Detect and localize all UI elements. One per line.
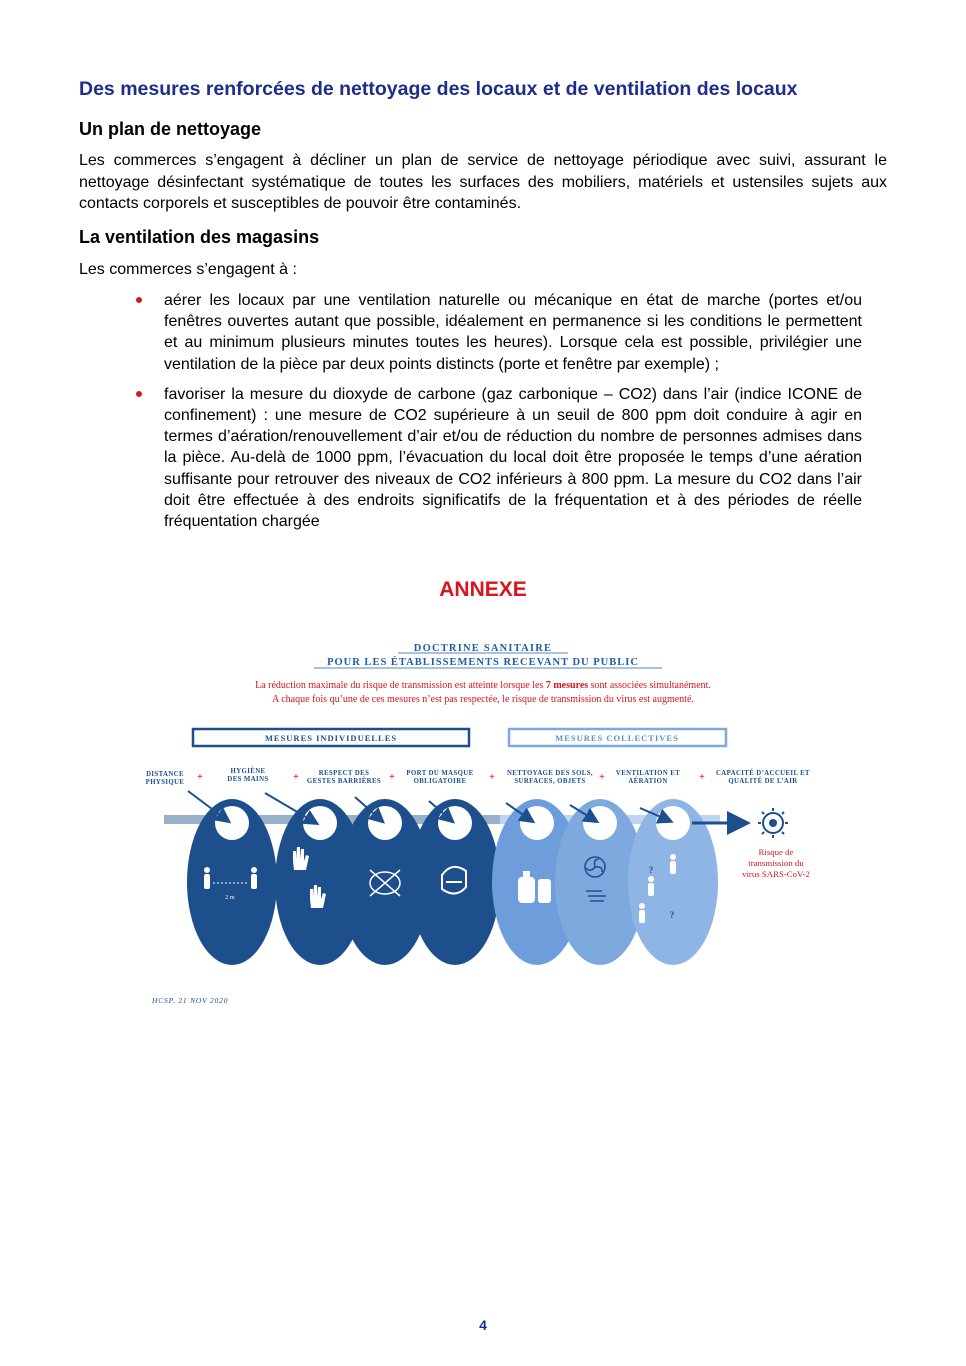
risk-label: transmission du — [748, 858, 804, 868]
measure-label: NETTOYAGE DES SOLS, — [507, 770, 593, 777]
risk-label: virus SARS-CoV-2 — [742, 869, 810, 879]
measure-label: VENTILATION ET — [615, 770, 681, 777]
measure-label: PORT DU MASQUE — [406, 770, 474, 777]
plus-sign: + — [197, 772, 203, 783]
page-number: 4 — [479, 1317, 487, 1333]
question-mark: ? — [648, 865, 654, 875]
list-item-text: aérer les locaux par une ventilation naturelle ou mécanique en état de marche (portes et/ou fenêtres ouvertes autant que possible, idéalement en permanence si les conditions le permettent et au minimum plusieurs minutes toutes les heures). Lorsque cela est possible, privilégier une ventilation de la pièce par deux points distincts (porte et fenêtre par exemple) ; — [164, 292, 862, 373]
cleaning-paragraph: Les commerces s’engagent à décliner un plan de service de nettoyage périodique avec suivi, assurant le nettoyage désinfectant systématique de toutes les surfaces des mobiliers, matériels et ustensiles sujets aux contacts corporels et susceptibles de pouvoir être contaminés. — [79, 152, 887, 212]
ventilation-heading: La ventilation des magasins — [79, 227, 320, 247]
measure-label: DISTANCE — [146, 771, 184, 778]
plus-sign: + — [389, 772, 395, 783]
measure-label: OBLIGATOIRE — [413, 778, 467, 785]
measure-label: SURFACES, OBJETS — [514, 778, 586, 785]
barrier-hole — [520, 806, 554, 840]
virus-icon — [758, 808, 788, 838]
individual-measures-label: MESURES INDIVIDUELLES — [264, 733, 398, 743]
barrier-hole — [303, 806, 337, 840]
bullet-icon — [136, 297, 142, 303]
distance-label: 2 m — [225, 895, 235, 901]
annexe-heading: ANNEXE — [439, 578, 527, 601]
measure-label: PHYSIQUE — [145, 779, 185, 786]
infographic-title-1: DOCTRINE SANITAIRE — [413, 643, 553, 654]
infographic-note-1: La réduction maximale du risque de transmission est atteinte lorsque les 7 mesures sont associées simultanément. — [255, 680, 711, 691]
barrier-hole — [438, 806, 472, 840]
barrier-hole — [215, 806, 249, 840]
plus-sign: + — [293, 772, 299, 783]
infographic-title-2: POUR LES ÉTABLISSEMENTS RECEVANT DU PUBLIC — [327, 657, 639, 668]
risk-label: Risque de — [758, 847, 794, 857]
doctrine-sanitaire-infographic — [140, 633, 830, 1013]
measure-label: AÉRATION — [628, 778, 668, 785]
infographic-source: HCSP, 21 NOV 2020 — [152, 996, 229, 1005]
measure-label: DES MAINS — [227, 776, 269, 783]
list-item — [134, 290, 862, 375]
list-item-text: favoriser la mesure du dioxyde de carbone (gaz carbonique – CO2) dans l’air (indice ICONE de confinement) : une mesure de CO2 supérieure à un seuil de 800 ppm doit conduire à agir en termes d’aération/renouvellement d’air et/ou de réduction du nombre de personnes admises dans la pièce. Au-delà de 1000 ppm, l’évacuation du local doit être proposée le temps d’une aération suffisante pour retrouver des niveaux de CO2 inférieurs à 800 ppm. La mesure du CO2 dans l’air doit être effectuée à des endroits significatifs de la fréquentation et à des périodes de réelle fréquentation chargée — [164, 385, 862, 531]
question-mark: ? — [669, 910, 675, 920]
barrier-hole — [656, 806, 690, 840]
list-item — [134, 384, 862, 532]
cleaning-heading: Un plan de nettoyage — [79, 119, 262, 139]
ventilation-list — [134, 290, 862, 532]
measure-label: HYGIÈNE — [230, 768, 266, 775]
plus-sign: + — [599, 772, 605, 783]
collective-measures-label: MESURES COLLECTIVES — [555, 733, 679, 743]
plus-sign: + — [699, 772, 705, 783]
measure-label: CAPACITÉ D’ACCUEIL ET — [715, 770, 811, 777]
infographic-note-2: A chaque fois qu’une de ces mesures n’est pas respectée, le risque de transmission du virus est augmenté. — [272, 694, 694, 705]
measure-label: RESPECT DES — [318, 770, 370, 777]
ventilation-intro: Les commerces s’engagent à : — [79, 261, 297, 278]
plus-sign: + — [489, 772, 495, 783]
measure-label: GESTES BARRIÈRES — [306, 778, 382, 785]
section-title: Des mesures renforcées de nettoyage des locaux et de ventilation des locaux — [79, 78, 798, 100]
barrier-hole — [368, 806, 402, 840]
measure-label: QUALITÉ DE L’AIR — [728, 778, 798, 785]
barrier-hole — [583, 806, 617, 840]
bullet-icon — [136, 391, 142, 397]
